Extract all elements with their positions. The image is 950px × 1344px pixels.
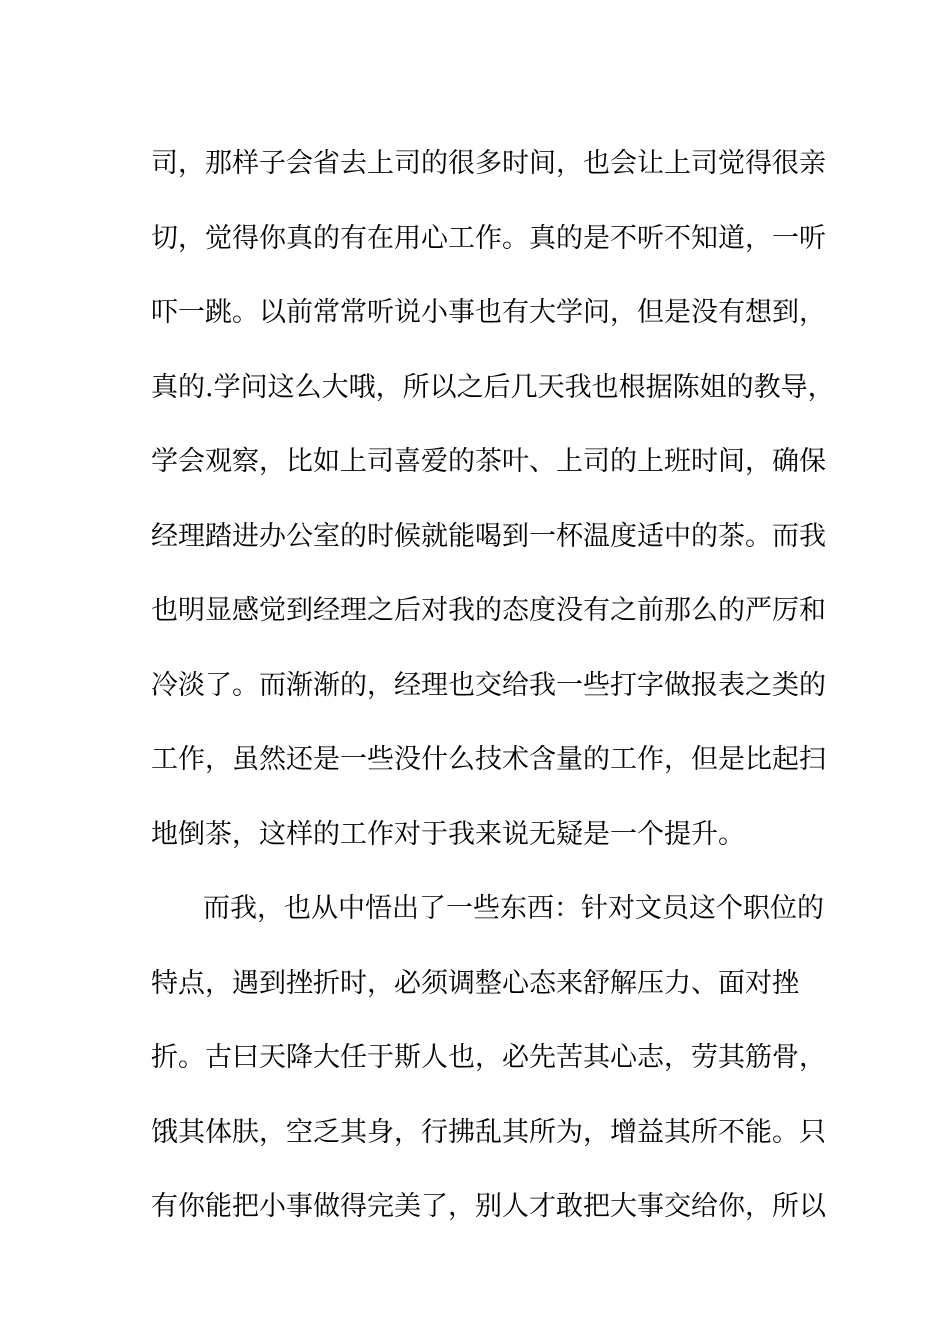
text-line: 饿其体肤，空乏其身，行拂乱其所为，增益其所不能。只 bbox=[151, 1116, 826, 1148]
text-line: 司，那样子会省去上司的很多时间，也会让上司觉得很亲 bbox=[151, 148, 826, 179]
body-text bbox=[151, 127, 835, 1245]
text-line: 学会观察，比如上司喜爱的茶叶、上司的上班时间，确保 bbox=[151, 446, 826, 477]
paragraph-end-line: 地倒茶，这样的工作对于我来说无疑是一个提升。 bbox=[151, 818, 745, 850]
text-line: 冷淡了。而渐渐的，经理也交给我一些打字做报表之类的 bbox=[151, 669, 826, 701]
text-line: 工作，虽然还是一些没什么技术含量的工作，但是比起扫 bbox=[151, 744, 826, 775]
text-line: 切，觉得你真的有在用心工作。真的是不听不知道，一听 bbox=[151, 222, 826, 254]
text-line: 有你能把小事做得完美了，别人才敢把大事交给你，所以 bbox=[151, 1191, 826, 1222]
text-line: 吓一跳。以前常常听说小事也有大学问，但是没有想到， bbox=[151, 297, 826, 328]
paragraph-start-line: 而我，也从中悟出了一些东西：针对文员这个职位的 bbox=[203, 893, 824, 924]
text-line: 真的.学问这么大哦，所以之后几天我也根据陈姐的教导， bbox=[151, 371, 835, 403]
text-line: 折。古曰天降大任于斯人也，必先苦其心志，劳其筋骨， bbox=[151, 1042, 826, 1073]
text-line: 经理踏进办公室的时候就能喝到一杯温度适中的茶。而我 bbox=[151, 520, 826, 552]
text-line: 特点，遇到挫折时，必须调整心态来舒解压力、面对挫 bbox=[151, 967, 799, 999]
text-line: 也明显感觉到经理之后对我的态度没有之前那么的严厉和 bbox=[151, 595, 826, 626]
